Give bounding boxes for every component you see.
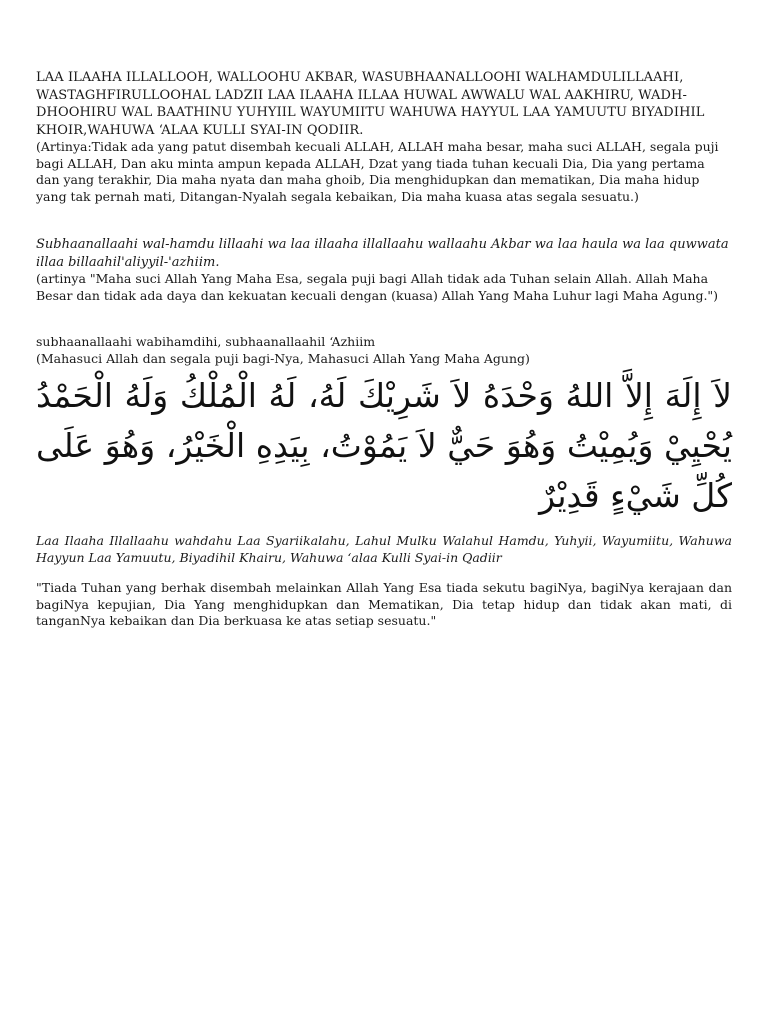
dzikir-4-latin: Laa Ilaaha Illallaahu wahdahu Laa Syariikalahu, Lahul Mulku Walahul Hamdu, Yuhyii, Wayumiitu, Wahuwa Hayyun Laa Yamuutu, Biyadihil Khairu, Wahuwa ‘alaa Kulli Syai-in Qadiir: [36, 533, 732, 565]
dzikir-4-section: [36, 371, 732, 630]
document-page: [36, 69, 732, 630]
dzikir-3-section: [36, 334, 732, 367]
dzikir-3-latin: subhaanallaahi wabihamdihi, subhaanallaahil ‘Azhiim: [36, 334, 376, 349]
dzikir-4-arabic-text: لاَ إِلَهَ إِلاَّ اللهُ وَحْدَهُ لاَ شَرِيْكَ لَهُ، لَهُ الْمُلْكُ وَلَهُ الْحَمْدُ يُحْيِيْ وَيُمِيْتُ وَهُوَ حَيٌّ لاَ يَمُوْتُ، بِيَدِهِ الْخَيْرُ، وَهُوَ عَلَى كُلِّ شَيْءٍ قَدِيْرٌ: [36, 376, 732, 515]
dzikir-4-translation: "Tiada Tuhan yang berhak disembah melainkan Allah Yang Esa tiada sekutu bagiNya, bagiNya kerajaan dan bagiNya kepujian, Dia Yang menghidupkan dan Mematikan, Dia tetap hidup dan tidak akan mati, di tanganNya kebaikan dan Dia berkuasa ke atas setiap sesuatu.": [36, 580, 732, 628]
dzikir-2-section: [36, 236, 732, 304]
dzikir-1-latin: LAA ILAAHA ILLALLOOH, WALLOOHU AKBAR, WASUBHAANALLOOHI WALHAMDULILLAAHI, WASTAGHFIRULLOOHAL LADZII LAA ILAAHA ILLAA HUWAL AWWALU WAL AAKHIRU, WADH-DHOOHIRU WAL BAATHINU YUHYIIL WAYUMIITU WAHUWA HAYYUL LAA YAMUUTU BIYADIHIL KHOIR,WAHUWA ‘ALAA KULLI SYAI-IN QODIIR.: [36, 70, 705, 138]
dzikir-1-translation: (Artinya:Tidak ada yang patut disembah kecuali ALLAH, ALLAH maha besar, maha suci ALLAH, segala puji bagi ALLAH, Dan aku minta ampun kepada ALLAH, Dzat yang tiada tuhan kecuali Dia, Dia yang pertama dan yang terakhir, Dia maha nyata dan maha ghoib, Dia menghidupkan dan mematikan, Dia maha hidup yang tak pernah mati, Ditangan-Nyalah segala kebaikan, Dia maha kuasa atas segala sesuatu.): [36, 139, 719, 204]
dzikir-3-translation: (Mahasuci Allah dan segala puji bagi-Nya, Mahasuci Allah Yang Maha Agung): [36, 350, 530, 366]
dzikir-1-section: [36, 69, 732, 205]
dzikir-2-translation: (artinya "Maha suci Allah Yang Maha Esa, segala puji bagi Allah tidak ada Tuhan selain Allah. Allah Maha Besar dan tidak ada daya dan kekuatan kecuali dengan (kuasa) Allah Yang Maha Luhur lagi Maha Agung."): [36, 271, 719, 303]
dzikir-2-latin: Subhaanallaahi wal-hamdu lillaahi wa laa illaaha illallaahu wallaahu Akbar wa laa haula wa laa quwwata illaa billaahil'aliyyil-'azhiim.: [36, 237, 729, 270]
